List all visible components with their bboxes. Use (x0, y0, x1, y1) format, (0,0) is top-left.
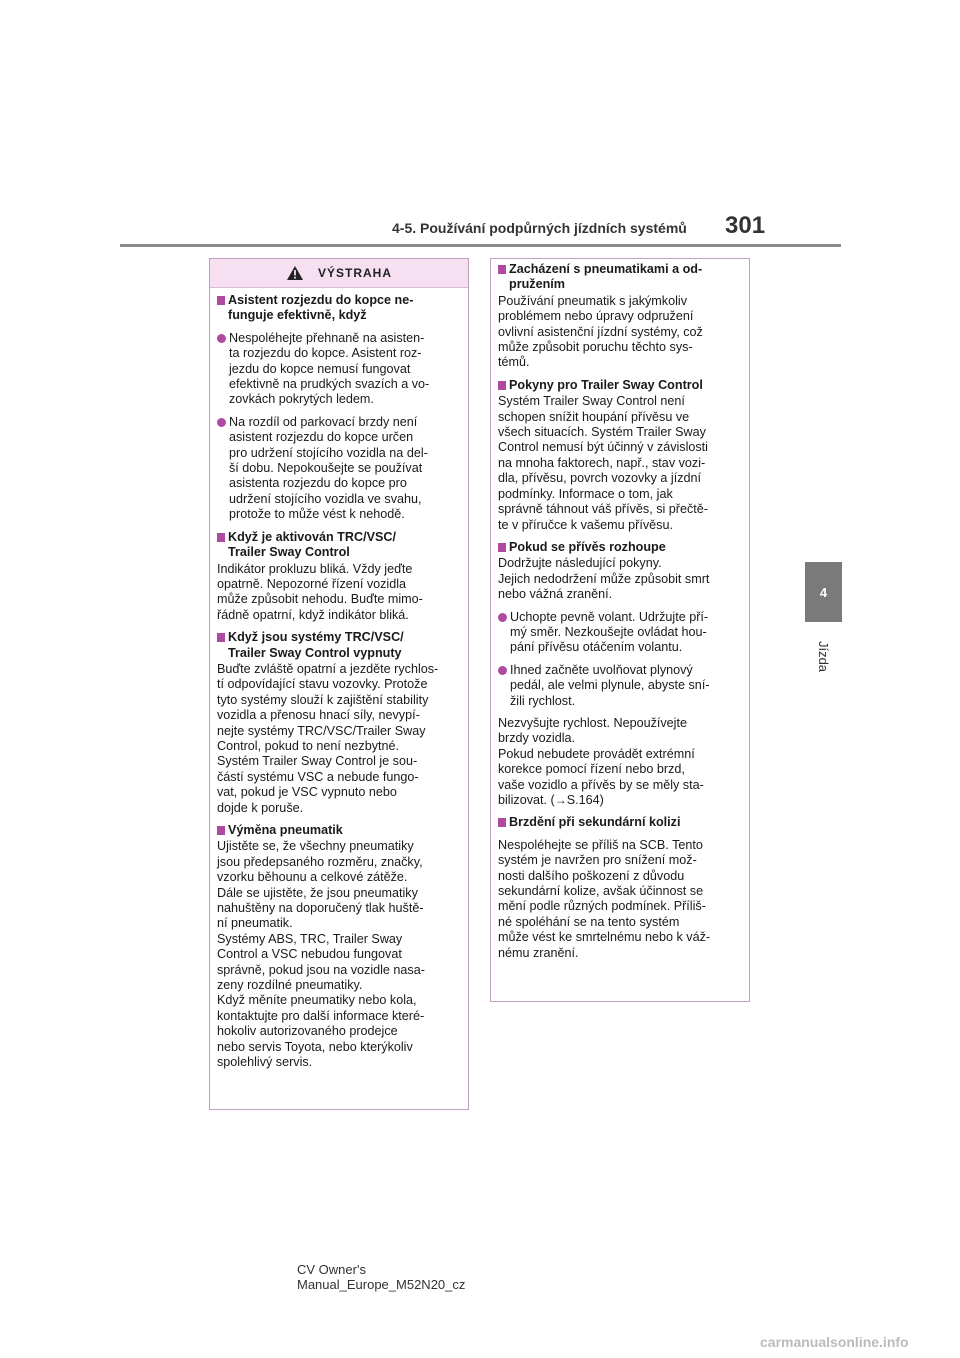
square-bullet-icon (217, 533, 225, 542)
warning-triangle-icon (286, 265, 304, 281)
bullet-item (217, 415, 461, 523)
chapter-number: 4 (819, 584, 828, 600)
heading-hill-start (217, 293, 461, 324)
page-reference[interactable]: S.164) (566, 793, 604, 807)
warning-body-left (210, 288, 468, 1071)
round-bullet-icon (217, 334, 226, 343)
paragraph: Dodržujte následující pokyny. Jejich nedodržení může způsobit smrt nebo vážná zranění. (498, 556, 710, 602)
bullet-item (498, 610, 742, 656)
warning-box-right (490, 258, 750, 1002)
heading-trc-off (217, 630, 461, 661)
bullet-item (498, 663, 742, 709)
watermark: carmanualsonline.info (760, 1334, 909, 1350)
heading-text: Pokyny pro Trailer Sway Control (509, 377, 703, 392)
chapter-tab[interactable] (805, 562, 842, 622)
bullet-text: Na rozdíl od parkovací brzdy není asistent rozjezdu do kopce určen pro udržení stojícího vozidla na del- ší dobu. Nepokoušejte se používat asistenta rozjezdu do kopce pro udržení stojícího vozidla ve svahu, protože to může vést k nehodě. (229, 414, 428, 522)
chapter-label (805, 626, 842, 686)
paragraph: Buďte zvláště opatrní a jezděte rychlos- tí odpovídající stavu vozovky. Protože tyto systémy slouží k zajištění stability vozidla a přenosu hnací síly, nevypí- nejte systémy TRC/VSC/Trailer Sway Control, pokud to není nezbytné. Systém Trailer Sway Control je sou- částí systému VSC a nebude fungo- vat, pokud je VSC vypnuto nebo dojde k poruše. (217, 661, 439, 815)
section-title: 4-5. Používání podpůrných jízdních systémů (392, 220, 687, 236)
square-bullet-icon (217, 826, 225, 835)
square-bullet-icon (498, 818, 506, 827)
bullet-item (217, 331, 461, 408)
warning-body-right (491, 259, 749, 961)
square-bullet-icon (217, 296, 225, 305)
heading-trc-active (217, 530, 461, 561)
heading-text: Výměna pneumatik (228, 823, 343, 837)
warning-title: VÝSTRAHA (317, 266, 392, 280)
heading-trailer-sway (498, 378, 742, 393)
heading-text: Když je aktivován TRC/VSC/ Trailer Sway Control (228, 529, 396, 560)
footer-manual-name: CV Owner's Manual_Europe_M52N20_cz (297, 1262, 466, 1292)
paragraph: Systém Trailer Sway Control není schopen snížit houpání přívěsu ve všech situacích. Systém Trailer Sway Control nemusí být účinný v závislosti na mnoha faktorech, např., stav vozi- dla, přívěsu, povrch vozovky a jízdní podmínky. Informace o tom, jak správně táhnout váš přívěs, si přečtě- te v příručce k vašemu přívěsu. (498, 394, 708, 532)
round-bullet-icon (498, 613, 507, 622)
header-divider (120, 244, 841, 247)
square-bullet-icon (498, 543, 506, 552)
heading-tires-suspension (498, 262, 742, 293)
paragraph-text: Nezvyšujte rychlost. Nepoužívejte brzdy vozidla. Pokud nebudete provádět extrémní korekce pomocí řízení nebo brzd, vaše vozidlo a přívěs by se měly sta- bilizovat. ( (498, 715, 704, 807)
round-bullet-icon (498, 666, 507, 675)
heading-secondary-collision (498, 815, 742, 830)
heading-text: Když jsou systémy TRC/VSC/ Trailer Sway Control vypnuty (228, 630, 404, 660)
bullet-text: Uchopte pevně volant. Udržujte pří- mý směr. Nezkoušejte ovládat hou- pání přívěsu otáčením volantu. (510, 609, 709, 655)
heading-text: Asistent rozjezdu do kopce ne- funguje efektivně, když (228, 293, 414, 323)
heading-text: Brzdění při sekundární kolizi (509, 815, 681, 830)
paragraph: Nespoléhejte se příliš na SCB. Tento systém je navržen pro snížení mož- nosti dalšího poškození z důvodu sekundární kolize, avšak účinnost se mění podle různých podmínek. Příliš- né spoléhání se na tento systém může vést ke smrtelnému nebo k váž- nému zranění. (498, 837, 711, 960)
arrow-right-icon: → (554, 793, 567, 807)
square-bullet-icon (217, 633, 225, 642)
square-bullet-icon (498, 381, 506, 390)
paragraph: Ujistěte se, že všechny pneumatiky jsou předepsaného rozměru, značky, vzorku běhounu a celkové zátěže. Dále se ujistěte, že jsou pneumatiky nahuštěny na doporučený tlak huště- ní pneumatik. Systémy ABS, TRC, Trailer Sway Control a VSC nebudou fungovat správně, pokud jsou na vozidle nasa- zeny rozdílné pneumatiky. Když měníte pneumatiky nebo kola, kontaktujte pro další informace které- hokoliv autorizovaného prodejce nebo servis Toyota, nebo kterýkoliv spolehlivý servis. (217, 839, 425, 1070)
page-number: 301 (725, 212, 766, 239)
bullet-text: Ihned začněte uvolňovat plynový pedál, ale velmi plynule, abyste sní- žili rychlost. (510, 662, 710, 708)
warning-header (210, 259, 468, 288)
paragraph: Používání pneumatik s jakýmkoliv problémem nebo úpravy odpružení ovlivní asistenční jízdní systémy, což může způsobit poruchu těchto sys- témů. (498, 293, 703, 370)
chapter-label-text: Jízda (815, 640, 831, 672)
heading-trailer-swaying (498, 540, 742, 555)
square-bullet-icon (498, 265, 506, 274)
heading-tire-change (217, 823, 461, 838)
round-bullet-icon (217, 418, 226, 427)
heading-text: Pokud se přívěs rozhoupe (509, 539, 666, 554)
paragraph (498, 716, 742, 808)
warning-box-left (209, 258, 469, 1110)
bullet-text: Nespoléhejte přehnaně na asisten- ta rozjezdu do kopce. Asistent roz- jezdu do kopce nemusí fungovat efektivně na prudkých svazích a vo- zovkách pokrytých ledem. (229, 330, 430, 407)
heading-text: Zacházení s pneumatikami a od- pružením (509, 262, 703, 292)
paragraph: Indikátor prokluzu bliká. Vždy jeďte opatrně. Nepozorné řízení vozidla může způsobit nehodu. Buďte mimo- řádně opatrní, když indikátor bliká. (217, 561, 423, 622)
